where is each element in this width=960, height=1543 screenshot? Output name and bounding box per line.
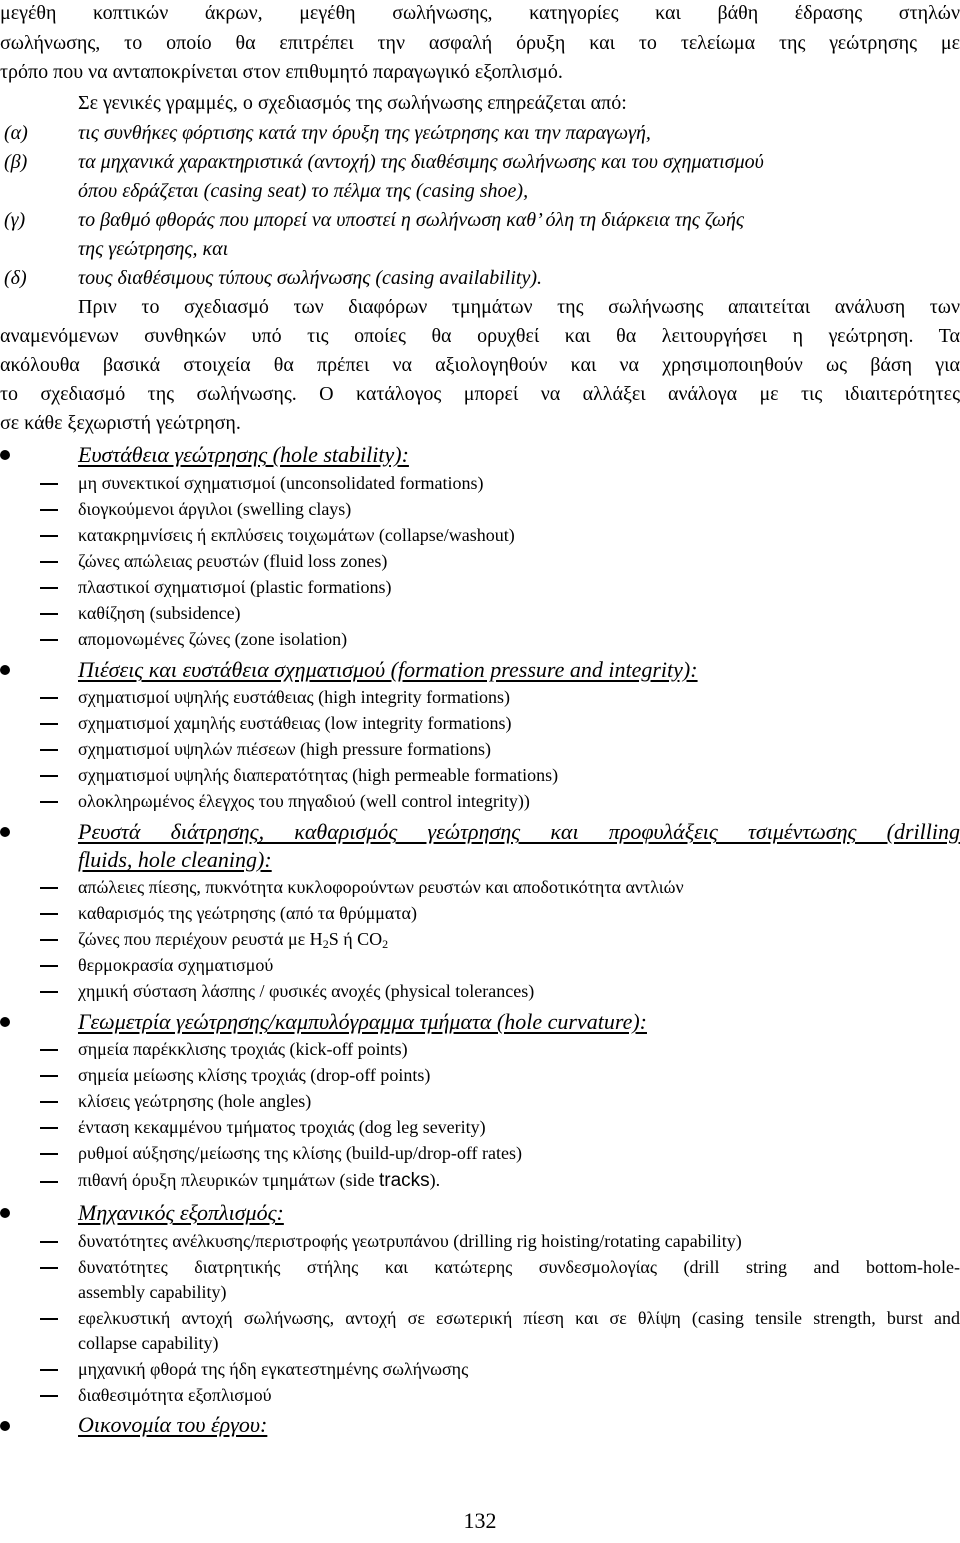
list-item: θερμοκρασία σχηματισμού [78, 955, 274, 975]
section-3-heading-line-2: fluids, hole cleaning): [78, 847, 272, 872]
dash-icon [40, 1395, 58, 1397]
list-item-h2s-co2 [78, 927, 388, 956]
bullet-icon [0, 1017, 10, 1027]
item-a-label: (α) [4, 122, 28, 144]
list-item: σχηματισμοί υψηλής διαπερατότητας (high permeable formations) [78, 765, 559, 785]
paragraph-3-line-2: αναμενόμενων συνθηκών υπό τις οποίες θα ορυχθεί και θα λειτουργήσει η γεώτρηση. Τα [0, 325, 960, 347]
list-item: σχηματισμοί υψηλών πιέσεων (high pressure formations) [78, 739, 491, 759]
dash-icon [40, 1181, 58, 1183]
dash-icon [40, 509, 58, 511]
list-item-text-a: ζώνες που περιέχουν ρευστά με H [78, 929, 323, 949]
section-1-heading: Ευστάθεια γεώτρησης (hole stability): [78, 442, 409, 467]
paragraph-1-line-2: σωλήνωσης, το οποίο θα επιτρέπει την ασφαλή όρυξη και το τελείωμα της γεώτρησης με [0, 32, 960, 54]
list-item-side-tracks [78, 1168, 440, 1193]
dash-icon [40, 991, 58, 993]
dash-icon [40, 587, 58, 589]
dash-icon [40, 1127, 58, 1129]
section-2-heading: Πιέσεις και ευστάθεια σχηματισμού (formation pressure and integrity): [78, 657, 698, 682]
section-3-heading-line-1: Ρευστά διάτρησης, καθαρισμός γεώτρησης και προφυλάξεις τσιμέντωσης (drilling [78, 819, 960, 844]
item-b-text-line-1: τα μηχανικά χαρακτηριστικά (αντοχή) της διαθέσιμης σωλήνωσης και του σχηματισμού [78, 151, 764, 173]
item-c-text-line-2: της γεώτρησης, και [78, 238, 229, 260]
list-item-text-tracks: tracks [378, 1170, 430, 1191]
dash-icon [40, 887, 58, 889]
item-b-text-line-2: όπου εδράζεται (casing seat) το πέλμα της (casing shoe), [78, 180, 529, 202]
list-item: σημεία παρέκκλισης τροχιάς (kick-off points) [78, 1039, 408, 1059]
dash-icon [40, 1369, 58, 1371]
list-item: απομονωμένες ζώνες (zone isolation) [78, 629, 348, 649]
dash-icon [40, 639, 58, 641]
dash-icon [40, 939, 58, 941]
item-b-label: (β) [4, 151, 28, 173]
list-item: ένταση κεκαμμένου τμήματος τροχιάς (dog leg severity) [78, 1117, 486, 1137]
list-item-line-1: δυνατότητες διατρητικής στήλης και κατώτερης συνδεσμολογίας (drill string and bottom-hole- [78, 1257, 960, 1277]
item-d-label: (δ) [4, 267, 27, 289]
dash-icon [40, 775, 58, 777]
dash-icon [40, 965, 58, 967]
dash-icon [40, 697, 58, 699]
dash-icon [40, 1318, 58, 1320]
dash-icon [40, 1101, 58, 1103]
list-item-line-2: collapse capability) [78, 1333, 219, 1353]
bullet-icon [0, 665, 10, 675]
list-item: σχηματισμοί υψηλής ευστάθειας (high integrity formations) [78, 687, 511, 707]
section-5-heading: Μηχανικός εξοπλισμός: [78, 1200, 284, 1225]
dash-icon [40, 561, 58, 563]
list-item: καθαρισμός της γεώτρησης (από τα θρύμματα) [78, 903, 417, 923]
list-item: κλίσεις γεώτρησης (hole angles) [78, 1091, 312, 1111]
item-d-text: τους διαθέσιμους τύπους σωλήνωσης (casing availability). [78, 267, 543, 289]
dash-icon [40, 723, 58, 725]
page-number: 132 [463, 1508, 497, 1533]
dash-icon [40, 535, 58, 537]
dash-icon [40, 913, 58, 915]
list-item-text-b: S ή CO [328, 929, 383, 949]
subscript-2: 2 [322, 937, 329, 951]
list-item: μη συνεκτικοί σχηματισμοί (unconsolidated formations) [78, 473, 484, 493]
list-item: σημεία μείωσης κλίσης τροχιάς (drop-off points) [78, 1065, 431, 1085]
bullet-icon [0, 827, 10, 837]
item-a-text: τις συνθήκες φόρτισης κατά την όρυξη της γεώτρησης και την παραγωγή, [78, 122, 651, 144]
list-item: απώλειες πίεσης, πυκνότητα κυκλοφορούντων ρευστών και αποδοτικότητα αντλιών [78, 877, 684, 897]
bullet-icon [0, 1421, 10, 1431]
paragraph-1-line-3: τρόπο που να ανταποκρίνεται στον επιθυμητό παραγωγικό εξοπλισμό. [0, 61, 563, 83]
item-c-label: (γ) [4, 209, 26, 231]
paragraph-3-line-4: το σχεδιασμό της σωλήνωσης. Ο κατάλογος μπορεί να αλλάξει ανάλογα με τις ιδιαιτερότητες [0, 383, 960, 405]
item-c-text-line-1: το βαθμό φθοράς που μπορεί να υποστεί η σωλήνωση καθ’ όλη τη διάρκεια της ζωής [78, 209, 745, 231]
paragraph-3-line-3: ακόλουθα βασικά στοιχεία θα πρέπει να αξιολογηθούν και να χρησιμοποιηθούν ως βάση για [0, 354, 960, 376]
dash-icon [40, 483, 58, 485]
list-item: πλαστικοί σχηματισμοί (plastic formations) [78, 577, 392, 597]
list-item: χημική σύσταση λάσπης / φυσικές ανοχές (physical tolerances) [78, 981, 535, 1001]
list-item: ζώνες απώλειας ρευστών (fluid loss zones) [78, 551, 388, 571]
dash-icon [40, 1153, 58, 1155]
list-item: καθίζηση (subsidence) [78, 603, 241, 623]
dash-icon [40, 749, 58, 751]
list-item: δυνατότητες ανέλκυσης/περιστροφής γεωτρυπάνου (drilling rig hoisting/rotating capability) [78, 1231, 742, 1251]
section-6-heading: Οικονομία του έργου: [78, 1412, 268, 1437]
paragraph-1-line-1: μεγέθη κοπτικών άκρων, μεγέθη σωλήνωσης, κατηγορίες και βάθη έδρασης στηλών [0, 2, 960, 24]
list-item-text-c: ). [429, 1170, 441, 1190]
dash-icon [40, 1075, 58, 1077]
list-item-line-1: εφελκυστική αντοχή σωλήνωσης, αντοχή σε εσωτερική πίεση και σε θλίψη (casing tensile strength, burst and [78, 1308, 960, 1328]
list-item: κατακρημνίσεις ή εκπλύσεις τοιχωμάτων (collapse/washout) [78, 525, 515, 545]
dash-icon [40, 801, 58, 803]
list-item-line-2: assembly capability) [78, 1282, 227, 1302]
list-item: ολοκληρωμένος έλεγχος του πηγαδιού (well control integrity)) [78, 791, 530, 811]
list-item-text-a: πιθανή όρυξη πλευρικών τμημάτων (side [78, 1170, 379, 1190]
list-item: ρυθμοί αύξησης/μείωσης της κλίσης (build-up/drop-off rates) [78, 1143, 522, 1163]
dash-icon [40, 1267, 58, 1269]
bullet-icon [0, 450, 10, 460]
subscript-2: 2 [382, 937, 389, 951]
list-item: σχηματισμοί χαμηλής ευστάθειας (low integrity formations) [78, 713, 512, 733]
section-4-heading: Γεωμετρία γεώτρησης/καμπυλόγραμμα τμήματα (hole curvature): [78, 1009, 647, 1034]
dash-icon [40, 1049, 58, 1051]
list-item: διαθεσιμότητα εξοπλισμού [78, 1385, 272, 1405]
paragraph-2-intro: Σε γενικές γραμμές, ο σχεδιασμός της σωλήνωσης επηρεάζεται από: [78, 92, 627, 114]
paragraph-3-line-1: Πριν το σχεδιασμό των διαφόρων τμημάτων της σωλήνωσης απαιτείται ανάλυση των [78, 296, 960, 318]
bullet-icon [0, 1208, 10, 1218]
dash-icon [40, 1241, 58, 1243]
list-item: μηχανική φθορά της ήδη εγκατεστημένης σωλήνωσης [78, 1359, 469, 1379]
dash-icon [40, 613, 58, 615]
list-item: διογκούμενοι άργιλοι (swelling clays) [78, 499, 352, 519]
paragraph-3-line-5: σε κάθε ξεχωριστή γεώτρηση. [0, 412, 241, 434]
